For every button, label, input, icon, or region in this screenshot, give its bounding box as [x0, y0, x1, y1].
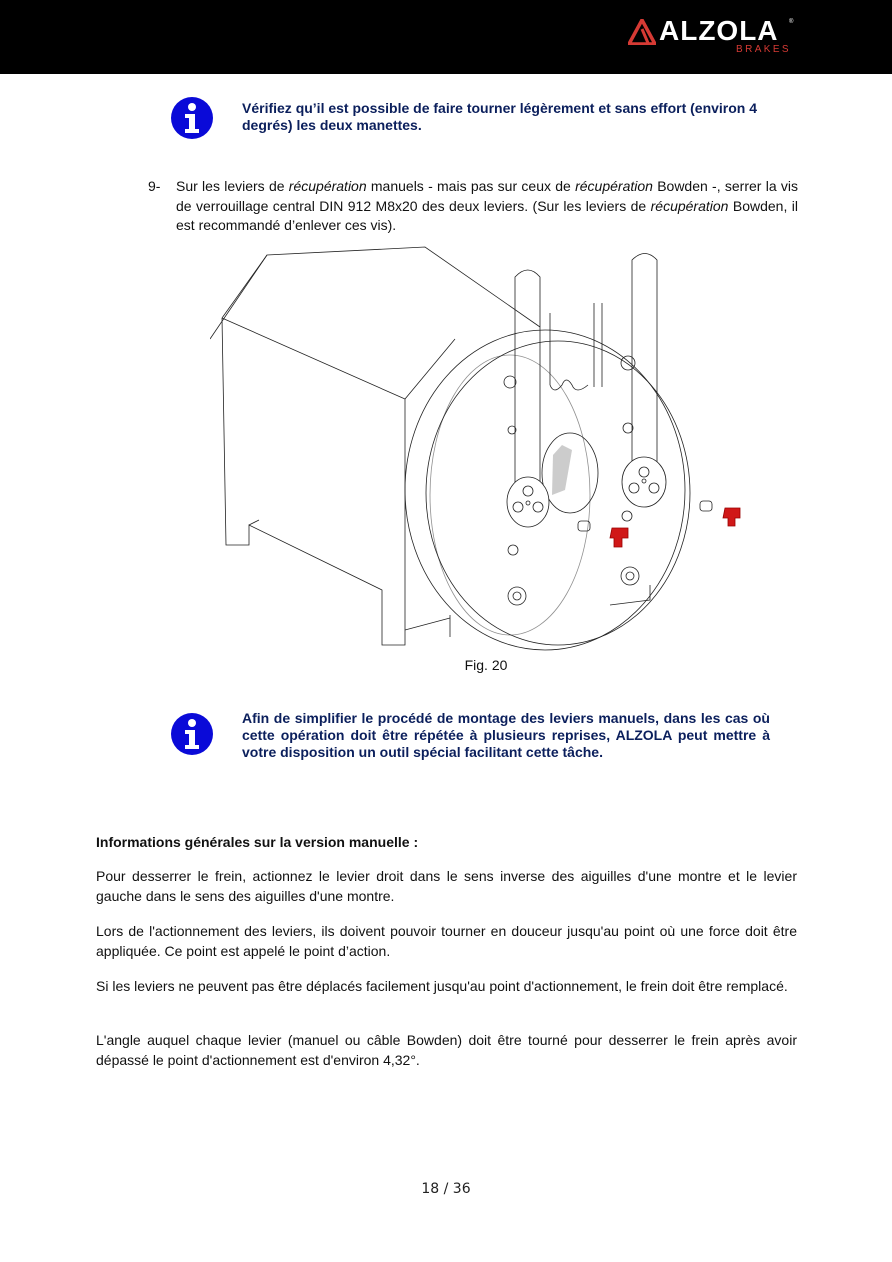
alzola-logo [628, 17, 798, 59]
page-header [0, 0, 892, 74]
info-note-text: Vérifiez qu’il est possible de faire tourner légèrement et sans effort (environ 4 degrés) les deux manettes. [242, 100, 758, 133]
step-text-italic: récupération [650, 197, 729, 214]
paragraph: L'angle auquel chaque levier (manuel ou câble Bowden) doit être tourné pour desserrer le frein après avoir dépassé le point d'actionnement est d'environ 4,32°. [96, 1032, 797, 1068]
paragraph: Si les leviers ne peuvent pas être déplacés facilement jusqu'au point d'actionnement, le frein doit être remplacé. [96, 978, 788, 994]
logo-triangle-icon [628, 19, 656, 45]
page-number: 18 / 36 [421, 1181, 471, 1197]
registered-mark: ® [789, 19, 794, 25]
red-screw [723, 508, 740, 526]
step-text-part: Sur les leviers de [176, 178, 289, 194]
info-note-text: Afin de simplifier le procédé de montage des leviers manuels, dans les cas où cette opération doit être répétée à plusieurs reprises, ALZOLA peut mettre à votre disposition un outil spécial facilitant cette tâche. [242, 710, 770, 760]
logo-sub-text: BRAKES [736, 44, 791, 55]
step-text-part: manuels - mais pas sur ceux de [366, 178, 576, 194]
red-screw [610, 528, 628, 547]
paragraph: Pour desserrer le frein, actionnez le levier droit dans le sens inverse des aiguilles d'une montre et le levier gauche dans le sens des aiguilles d'une montre. [96, 868, 797, 904]
right-lever [622, 254, 666, 508]
step-number: 9- [148, 178, 161, 194]
bowden-cables [550, 303, 602, 390]
step-text-part: Bowden, il est recommandé d’enlever ces vis). [176, 197, 799, 233]
paragraph: Lors de l'actionnement des leviers, ils doivent pouvoir tourner en douceur jusqu'au point où une force doit être appliquée. Ce point est appelé le point d’action. [96, 923, 797, 959]
info-icon [170, 96, 214, 140]
brake-housing [210, 247, 650, 645]
step-text-part: Bowden -, serrer la vis de verrouillage central DIN 912 M8x20 des deux leviers. (Sur les leviers de [176, 178, 798, 214]
red-screws [610, 508, 740, 547]
info-icon [170, 712, 214, 756]
brake-assembly-drawing [210, 245, 760, 655]
section-title: Informations générales sur la version manuelle : [96, 834, 419, 850]
step-text-italic: récupération [575, 178, 653, 194]
figure-caption: Fig. 20 [464, 657, 508, 673]
step-text-italic: récupération [288, 178, 367, 194]
step-text [176, 177, 798, 236]
logo-brand-text: ALZOLA [659, 15, 779, 46]
